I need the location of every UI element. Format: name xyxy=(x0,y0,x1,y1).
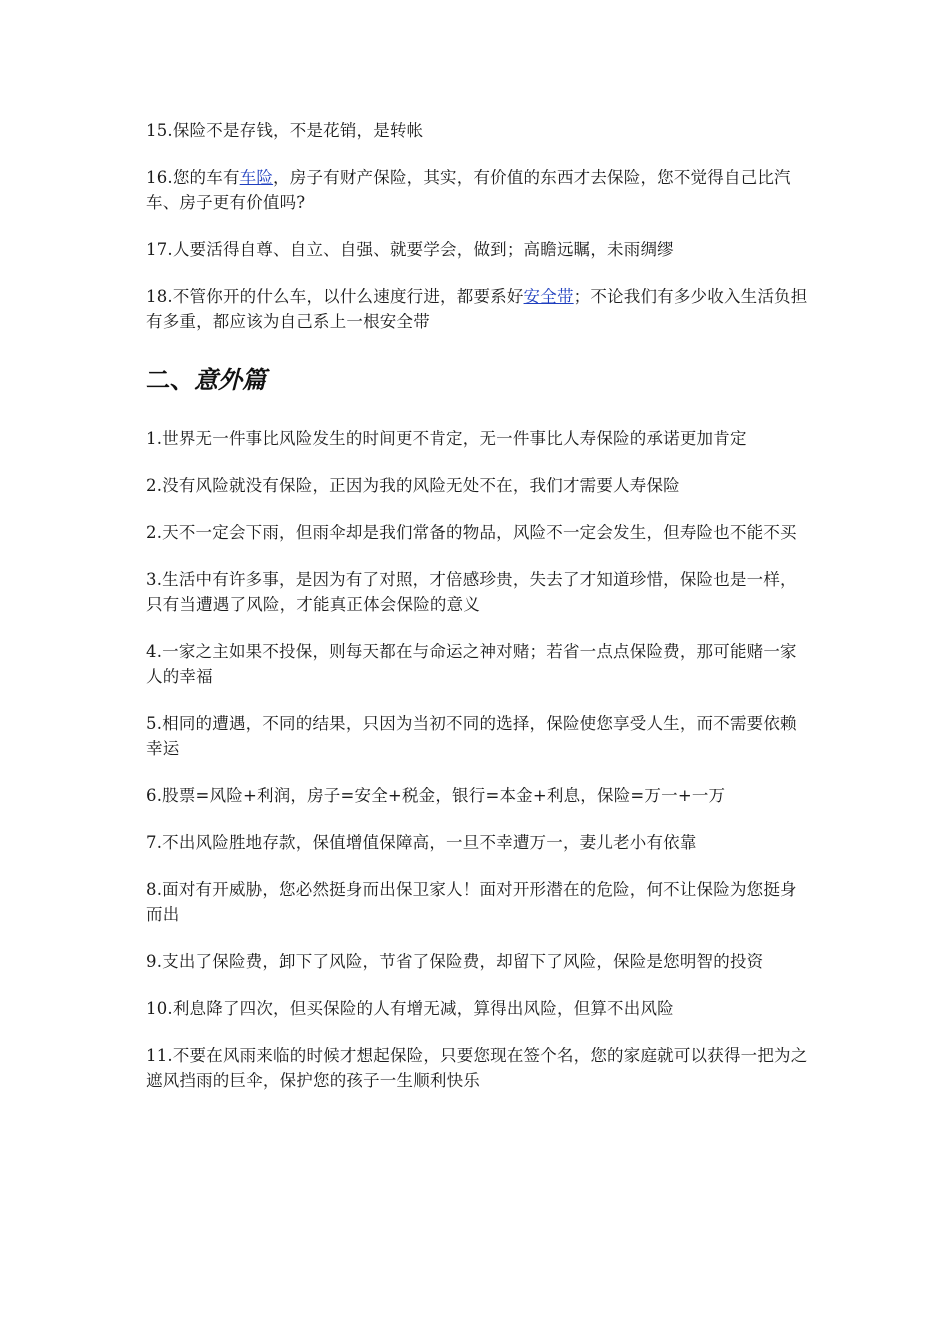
paragraph-16 xyxy=(146,165,810,215)
section-heading-accident xyxy=(146,364,810,396)
accident-item-11: 11.不要在风雨来临的时候才想起保险，只要您现在签个名，您的家庭就可以获得一把为之遮风挡雨的巨伞，保护您的孩子一生顺利快乐 xyxy=(146,1046,808,1090)
paragraph-16-post: ，房子有财产保险，其实，有价值的东西才去保险，您不觉得自己比汽车、房子更有价值吗? xyxy=(146,168,791,212)
accident-item-6: 6.股票=风险+利润，房子=安全+税金，银行=本金+利息，保险=万一+一万 xyxy=(146,786,726,805)
accident-item-4: 4.一家之主如果不投保，则每天都在与命运之神对赌；若省一点点保险费，那可能赌一家人的幸福 xyxy=(146,642,797,686)
document-page xyxy=(146,118,810,1115)
paragraph-18 xyxy=(146,284,810,334)
accident-item-2b: 2.天不一定会下雨，但雨伞却是我们常备的物品，风险不一定会发生，但寿险也不能不买 xyxy=(146,523,797,542)
paragraph-16-pre: 16.您的车有 xyxy=(146,168,240,187)
accident-item-7: 7.不出风险胜地存款，保值增值保障高，一旦不幸遭万一，妻儿老小有依靠 xyxy=(146,833,697,852)
paragraph-15: 15.保险不是存钱，不是花销，是转帐 xyxy=(146,121,424,140)
paragraph-18-pre: 18.不管你开的什么车，以什么速度行进，都要系好 xyxy=(146,287,524,306)
car-insurance-link[interactable]: 车险 xyxy=(239,168,274,187)
section-heading-title: 意外篇 xyxy=(194,366,266,394)
accident-item-9: 9.支出了保险费，卸下了风险，节省了保险费，却留下了风险，保险是您明智的投资 xyxy=(146,952,764,971)
accident-item-2a: 2.没有风险就没有保险，正因为我的风险无处不在，我们才需要人寿保险 xyxy=(146,476,680,495)
accident-item-10: 10.利息降了四次，但买保险的人有增无减，算得出风险，但算不出风险 xyxy=(146,999,674,1018)
accident-item-1: 1.世界无一件事比风险发生的时间更不肯定，无一件事比人寿保险的承诺更加肯定 xyxy=(146,429,747,448)
paragraph-17: 17.人要活得自尊、自立、自强、就要学会，做到；高瞻远瞩，未雨绸缪 xyxy=(146,240,674,259)
accident-item-8: 8.面对有开威胁，您必然挺身而出保卫家人！面对开形潜在的危险，何不让保险为您挺身而出 xyxy=(146,880,797,924)
seatbelt-link[interactable]: 安全带 xyxy=(523,287,574,306)
accident-item-5: 5.相同的遭遇，不同的结果，只因为当初不同的选择，保险使您享受人生，而不需要依赖幸运 xyxy=(146,714,797,758)
paragraph-18-post: ；不论我们有多少收入生活负担有多重，都应该为自己系上一根安全带 xyxy=(146,287,808,331)
accident-item-3: 3.生活中有许多事，是因为有了对照，才倍感珍贵，失去了才知道珍惜，保险也是一样，只有当遭遇了风险，才能真正体会保险的意义 xyxy=(146,570,797,614)
section-heading-prefix: 二、 xyxy=(146,366,194,394)
